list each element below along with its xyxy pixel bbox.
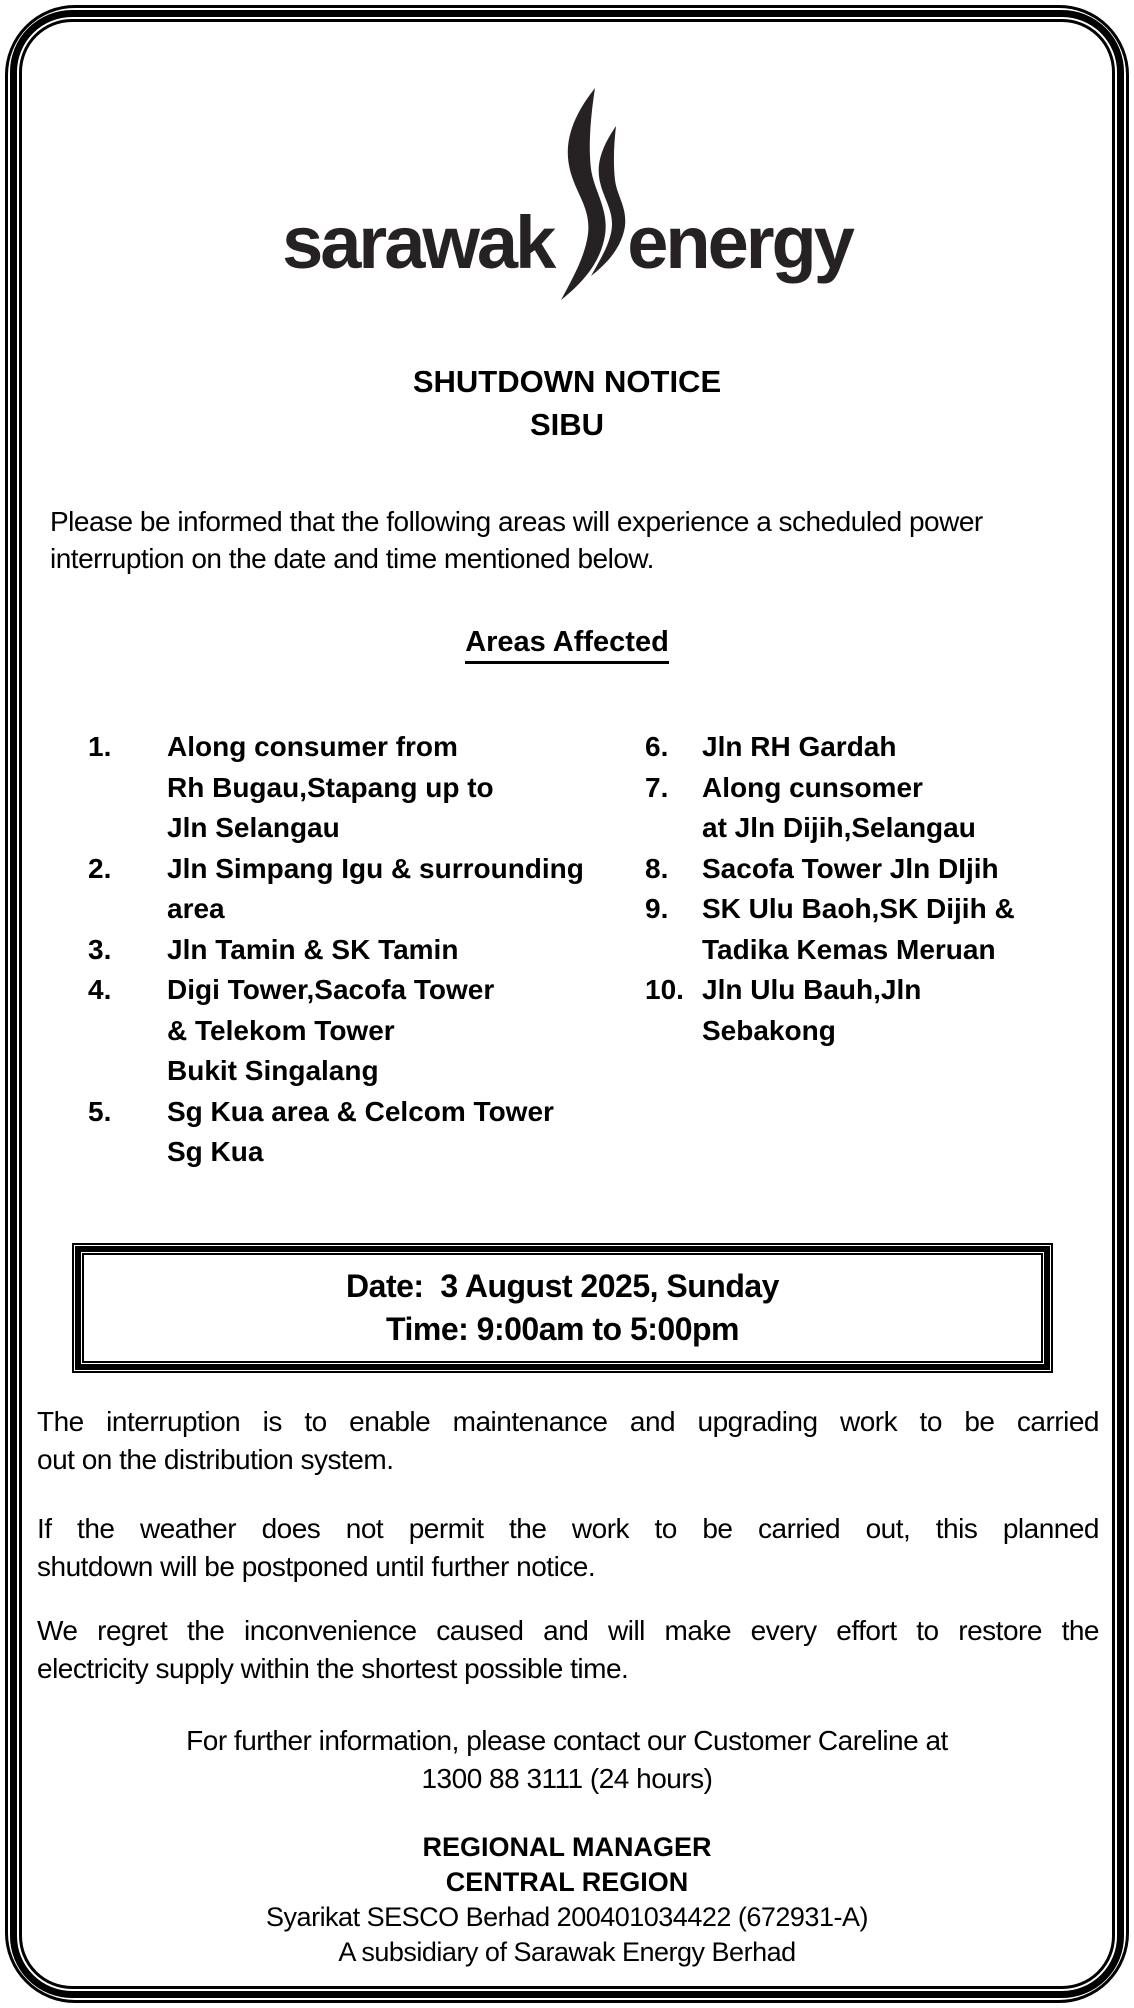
schedule-box-inner: [82, 1253, 1043, 1363]
sarawak-energy-logo: [0, 86, 1134, 302]
weather-paragraph: If the weather does not permit the work to be carried out, this planned shutdown will be postponed until further notice.: [37, 1513, 1099, 1582]
list-item: [88, 930, 633, 971]
footer-subsidiary: A subsidiary of Sarawak Energy Berhad: [338, 1937, 796, 1967]
flame-icon: [549, 86, 631, 302]
item-number: 6.: [645, 731, 669, 762]
areas-list-left: [88, 727, 633, 1173]
list-item: [88, 1092, 633, 1173]
item-number: 1.: [88, 731, 112, 762]
regret-paragraph: We regret the inconvenience caused and will make every effort to restore the electricity supply within the shortest possible time.: [37, 1615, 1099, 1684]
list-item: [88, 849, 633, 930]
item-number: 8.: [645, 852, 669, 884]
schedule-time: Time: 9:00am to 5:00pm: [386, 1311, 739, 1347]
list-item: [645, 889, 1085, 970]
contact-line: For further information, please contact our Customer Careline at: [186, 1725, 948, 1756]
item-text: Along consumer from Rh Bugau,Stapang up to Jln Selangau: [167, 731, 494, 843]
item-number: 9.: [645, 893, 669, 924]
schedule-date: Date: 3 August 2025, Sunday: [346, 1268, 779, 1304]
item-number: 2.: [88, 852, 112, 884]
item-text: Digi Tower,Sacofa Tower & Telekom Tower Bukit Singalang: [167, 974, 495, 1086]
notice-title: SHUTDOWN NOTICE: [412, 364, 722, 399]
footer-central-region: CENTRAL REGION: [445, 1867, 689, 1897]
footer-regional-manager: REGIONAL MANAGER: [422, 1832, 712, 1862]
item-number: 10.: [645, 974, 684, 1005]
item-text: Sg Kua area & Celcom Tower Sg Kua: [167, 1095, 554, 1167]
list-item: [645, 970, 1085, 1051]
footer-block: [0, 1830, 1134, 1970]
notice-title-block: [0, 360, 1134, 446]
schedule-box-mid-border: [75, 1246, 1050, 1370]
list-item: [645, 768, 1085, 849]
item-number: 7.: [645, 771, 669, 803]
intro-paragraph: Please be informed that the following areas will experience a scheduled power interruption on the date and time mentioned below.: [50, 506, 983, 574]
notice-subtitle: SIBU: [529, 407, 605, 442]
logo-word-sarawak: sarawak: [282, 201, 554, 284]
item-text: SK Ulu Baoh,SK Dijih & Tadika Kemas Meruan: [702, 893, 1015, 965]
list-item: [645, 727, 1085, 768]
footer-company: Syarikat SESCO Berhad 200401034422 (672931-A): [266, 1902, 868, 1932]
areas-heading: Areas Affected: [0, 626, 1134, 659]
item-text: Jln Tamin & SK Tamin: [167, 933, 459, 965]
maintenance-paragraph: The interruption is to enable maintenance and upgrading work to be carried out on the distribution system.: [37, 1406, 1099, 1475]
item-text: Jln Ulu Bauh,Jln Sebakong: [702, 974, 922, 1046]
list-item: [645, 849, 1085, 890]
item-text: Sacofa Tower Jln DIjih: [702, 852, 999, 884]
item-number: 5.: [88, 1095, 112, 1127]
areas-list-right: [645, 727, 1085, 1051]
list-item: [88, 727, 633, 849]
item-text: Along cunsomer at Jln Dijih,Selangau: [702, 771, 976, 843]
list-item: [88, 970, 633, 1092]
contact-block: [0, 1722, 1134, 1798]
item-number: 4.: [88, 974, 112, 1005]
item-number: 3.: [88, 933, 112, 965]
item-text: Jln Simpang Igu & surrounding area: [167, 852, 584, 924]
schedule-box: [72, 1243, 1053, 1373]
careline-number: 1300 88 3111 (24 hours): [421, 1763, 713, 1794]
logo-word-energy: energy: [627, 201, 852, 284]
item-text: Jln RH Gardah: [702, 731, 897, 762]
